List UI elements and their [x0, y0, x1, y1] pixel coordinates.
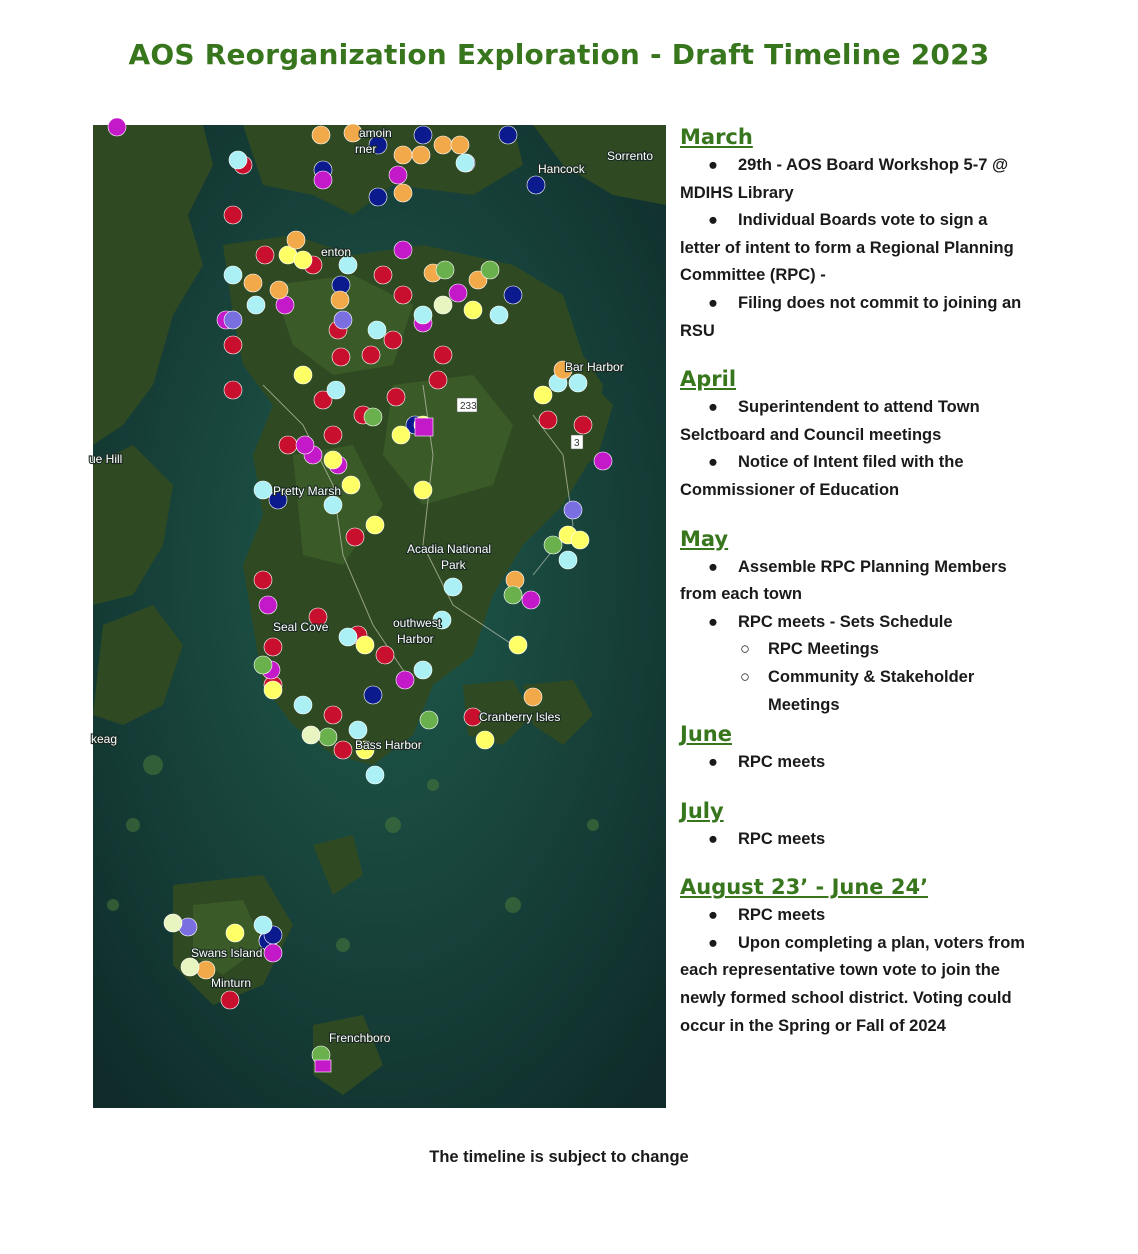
- page-title: AOS Reorganization Exploration - Draft Timeline 2023: [128, 38, 990, 71]
- item-lead: RPC meets: [738, 829, 826, 848]
- map-label-bar-harbor: Bar Harbor: [565, 360, 624, 374]
- item-rest: Commissioner of Education: [680, 480, 900, 499]
- map-label-blue-hill: ue Hill: [89, 452, 123, 466]
- month-heading: April: [680, 367, 737, 392]
- month-heading: June: [680, 722, 732, 747]
- month-heading: May: [680, 526, 729, 551]
- mount-desert-island-map: [89, 125, 666, 1108]
- map-label-frenchboro: Frenchboro: [329, 1031, 391, 1045]
- month-heading: July: [680, 798, 724, 823]
- item-lead: Filing does not commit to joining: [738, 293, 998, 312]
- item-rest: from each representative town vote to join the newly formed school district. Voting could occur in the Spring or Fall of 2024: [680, 933, 1025, 1035]
- map-label-cranberry-isles: Cranberry Isles: [479, 710, 561, 724]
- timeline-item: ● RPC meets - Sets Schedule: [708, 612, 953, 631]
- section-may: [680, 524, 1030, 720]
- timeline-subitem: ○ Community & Stakeholder Meetings: [740, 667, 975, 714]
- map-label-lamoine: amoin: [359, 126, 392, 140]
- map-label-southwest: outhwest: [393, 616, 442, 630]
- map-label-sorrento: Sorrento: [607, 149, 654, 163]
- timeline-item: ● Superintendent to attend Town Selctboard and Council meetings: [680, 398, 980, 444]
- section-july: [680, 796, 1030, 854]
- item-rest: MDIHS Library: [680, 183, 794, 202]
- item-lead: Notice of Intent filed with the: [738, 453, 964, 472]
- timeline-item: ● RPC meets: [708, 753, 826, 772]
- map-label-swans-island: Swans Island: [191, 946, 263, 960]
- map-label-naskeag: keag: [91, 732, 118, 746]
- item-lead: Individual Boards vote to sign a: [738, 211, 988, 230]
- item-lead: 29th - AOS Board Workshop 5-7 @: [738, 156, 1009, 174]
- map-label-seal-cove: Seal Cove: [273, 620, 329, 634]
- timeline-item: ● Filing does not commit to joining an RSU: [680, 293, 1022, 340]
- map-label-pretty-marsh: Pretty Marsh: [273, 484, 342, 498]
- map-image: [89, 125, 666, 1108]
- item-rest: from each town: [680, 585, 802, 604]
- item-lead: Assemble RPC Planning Members: [738, 557, 1007, 576]
- item-lead: Upon completing a plan, voters: [738, 933, 984, 952]
- item-rest: letter of intent to form a Regional Planning Committee (RPC) -: [680, 238, 1014, 285]
- footer-note: The timeline is subject to change: [429, 1148, 689, 1166]
- map-label-acadia-national: Acadia National: [407, 542, 492, 556]
- item-lead: Superintendent to attend Town: [738, 398, 980, 417]
- map-label-hancock: Hancock: [538, 162, 585, 176]
- map-label-corner: rner: [355, 142, 377, 156]
- timeline-item: ● Assemble RPC Planning Members from each town: [680, 557, 1007, 604]
- map-label-trenton: enton: [321, 245, 352, 259]
- timeline-item: ● Individual Boards vote to sign a letter of intent to form a Regional Planning Committee (RPC) -: [680, 211, 1014, 285]
- item-rest: Selctboard and Council meetings: [680, 425, 942, 444]
- section-june: [680, 719, 1030, 777]
- month-heading: March: [680, 125, 753, 149]
- subitem-text: Community & Stakeholder Meetings: [768, 667, 975, 714]
- map-label-harbor: Harbor: [397, 632, 434, 646]
- item-lead: RPC meets - Sets Schedule: [738, 612, 953, 631]
- item-lead: RPC meets: [738, 906, 826, 925]
- timeline-item: ● 29th - AOS Board Workshop 5-7 @ MDIHS Library: [680, 156, 1009, 202]
- timeline-subitem: ○ RPC Meetings: [740, 640, 879, 659]
- item-rest: an RSU: [680, 293, 1022, 340]
- timeline-item: ● Upon completing a plan, voters from each representative town vote to join the newly formed school district. Voting could occur in the Spring or Fall of 2024: [680, 933, 1025, 1035]
- timeline-item: ● RPC meets: [708, 906, 826, 925]
- map-label-minturn: Minturn: [211, 976, 252, 990]
- map-label-park: Park: [441, 558, 466, 572]
- item-lead: RPC meets: [738, 753, 826, 772]
- timeline-item: ● Notice of Intent filed with the Commissioner of Education: [680, 453, 964, 499]
- route-233-shield: 233: [460, 401, 477, 412]
- timeline-item: ● RPC meets: [708, 829, 826, 848]
- section-april: [680, 364, 1030, 504]
- timeline: [680, 122, 1030, 1059]
- month-heading: August 23’ - June 24’: [680, 875, 929, 900]
- subitem-text: RPC Meetings: [768, 640, 879, 659]
- section-march: [680, 122, 1030, 345]
- route-3-shield: 3: [574, 438, 580, 449]
- section-august-june: [680, 872, 1030, 1040]
- map-label-bass-harbor: Bass Harbor: [355, 738, 422, 752]
